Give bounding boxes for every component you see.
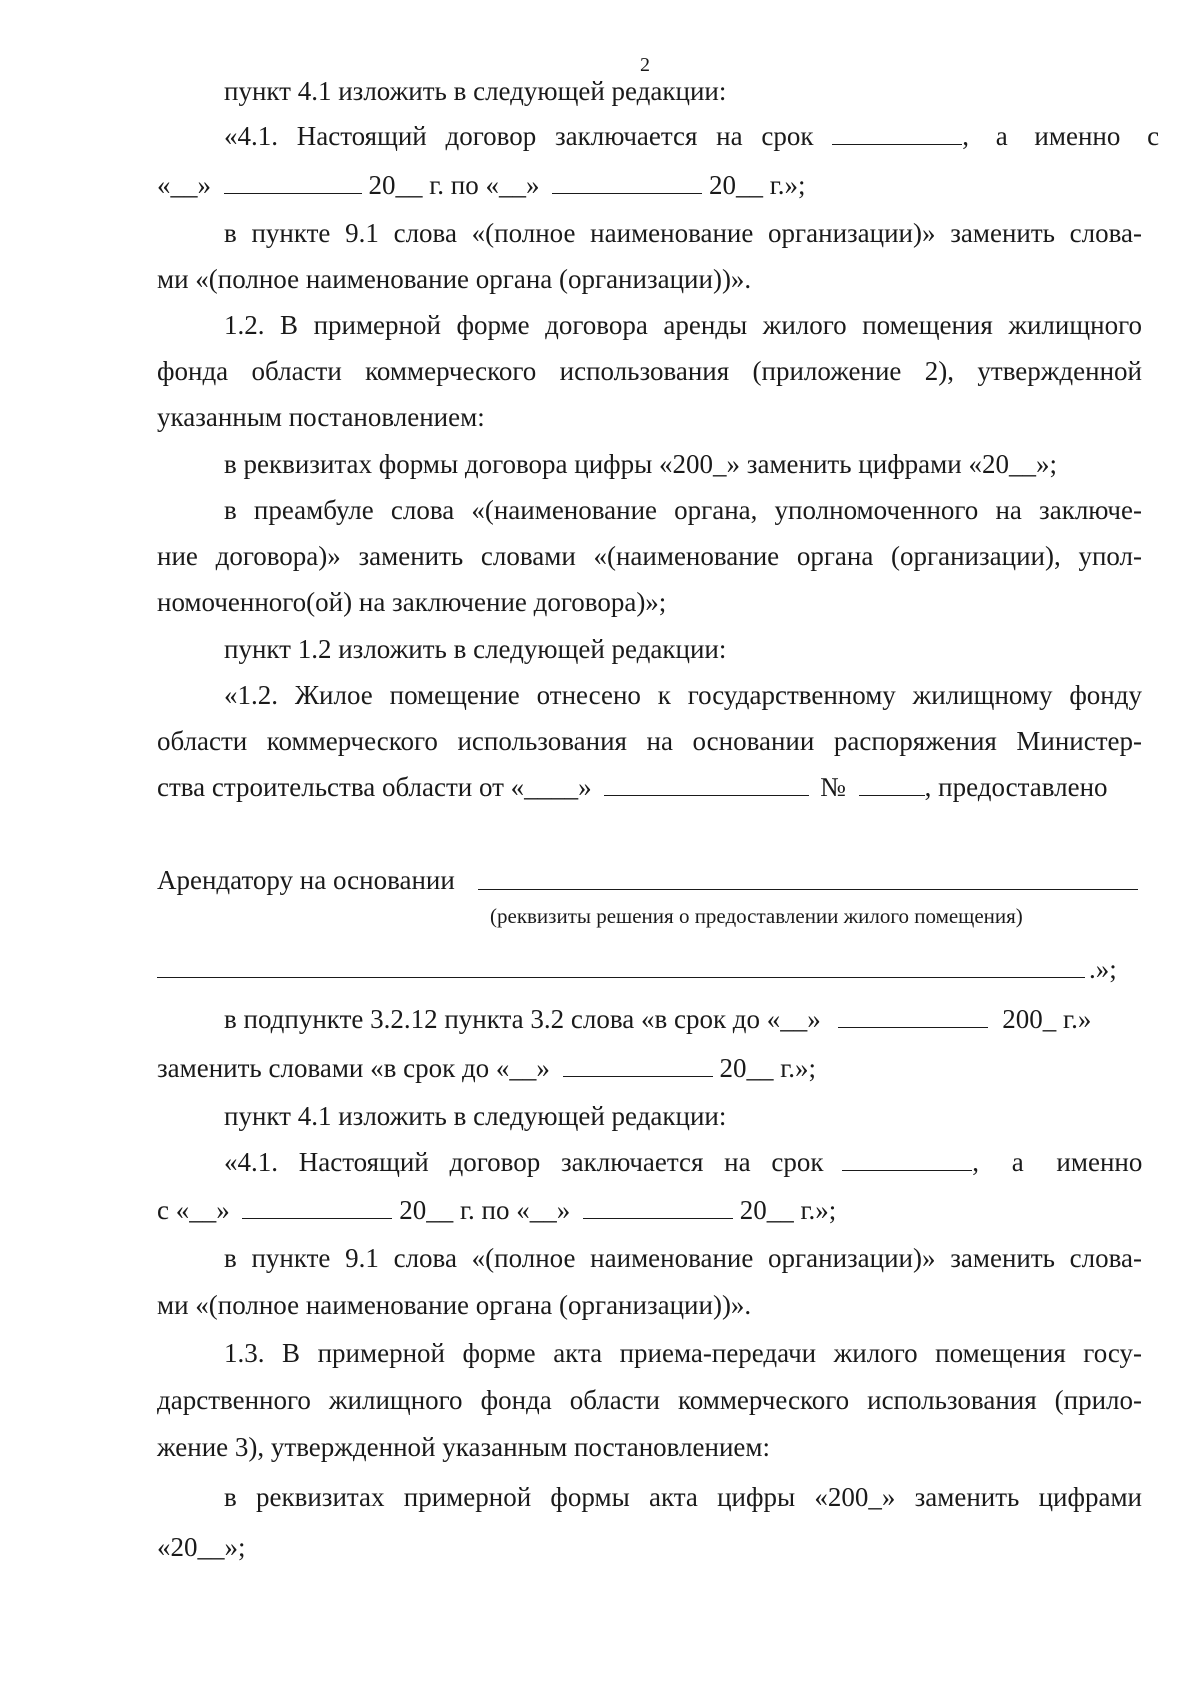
paragraph-line: указанным постановлением: — [157, 402, 485, 432]
text-segment: пункт 4.1 изложить в следующей редакции: — [224, 76, 727, 106]
paragraph-line: дарственного жилищного фонда области коммерческого использования (прило- — [157, 1385, 1142, 1415]
blank-field — [563, 1054, 713, 1077]
paragraph-line: пункт 4.1 изложить в следующей редакции: — [224, 1101, 727, 1131]
paragraph-line: 1.3. В примерной форме акта приема-передачи жилого помещения госу- — [224, 1338, 1142, 1368]
text-segment: в подпункте 3.2.12 пункта 3.2 слова «в срок до «__» — [224, 1004, 821, 1034]
paragraph-line — [224, 74, 1142, 108]
blank-field — [242, 1196, 392, 1219]
blank-field — [478, 889, 1138, 890]
paragraph-line — [224, 1145, 1142, 1179]
paragraph-line — [224, 1002, 1142, 1036]
paragraph-line: в реквизитах примерной формы акта цифры «200_» заменить цифрами — [224, 1482, 1142, 1512]
paragraph-line — [157, 1193, 1142, 1227]
text-segment: «__» — [157, 170, 211, 200]
text-segment: , предоставлено — [924, 772, 1108, 802]
paragraph-line: в реквизитах формы договора цифры «200_» заменить цифрами «20__»; — [224, 449, 1057, 479]
blank-field — [583, 1196, 733, 1219]
blank-field — [157, 977, 1085, 978]
paragraph-line — [157, 168, 1142, 202]
blank-field — [842, 1148, 972, 1171]
text-segment: 200_ г.» — [1002, 1004, 1092, 1034]
text-segment: «4.1. Настоящий договор заключается на срок — [224, 121, 814, 151]
paragraph-line: 1.2. В примерной форме договора аренды жилого помещения жилищного — [224, 310, 1142, 340]
paragraph-line: фонда области коммерческого использования (приложение 2), утвержденной — [157, 356, 1142, 386]
text-segment: с «__» — [157, 1195, 230, 1225]
text-segment: , а именно с — [962, 121, 1160, 151]
text-segment: 20__ г.»; — [739, 1195, 837, 1225]
paragraph-line: в пункте 9.1 слова «(полное наименование организации)» заменить слова- — [224, 1243, 1142, 1273]
blank-field — [552, 171, 702, 194]
text-segment: Арендатору на основании — [157, 865, 455, 895]
blank-field — [859, 773, 925, 796]
paragraph-line: области коммерческого использования на основании распоряжения Министер- — [157, 726, 1142, 756]
paragraph-line: в пункте 9.1 слова «(полное наименование организации)» заменить слова- — [224, 218, 1142, 248]
text-segment: 20__ г. по «__» — [368, 170, 540, 200]
paragraph-line: пункт 1.2 изложить в следующей редакции: — [224, 634, 727, 664]
text-segment: 20__ г.»; — [708, 170, 806, 200]
blank-field — [838, 1005, 988, 1028]
paragraph-line: «1.2. Жилое помещение отнесено к государственному жилищному фонду — [224, 680, 1142, 710]
text-segment: № — [820, 772, 846, 802]
text-segment: заменить словами «в срок до «__» — [157, 1053, 550, 1083]
field-caption: (реквизиты решения о предоставлении жилого помещения) — [490, 904, 1023, 928]
page-number: 2 — [640, 54, 650, 76]
paragraph-line: ми «(полное наименование органа (организации))». — [157, 264, 752, 294]
paragraph-line — [224, 119, 1160, 153]
text-segment: .»; — [1089, 954, 1117, 984]
paragraph-line: жение 3), утвержденной указанным постановлением: — [157, 1432, 770, 1462]
text-segment: ства строительства области от «____» — [157, 772, 592, 802]
paragraph-line: номоченного(ой) на заключение договора)»; — [157, 587, 667, 617]
paragraph-line — [157, 863, 1142, 897]
text-segment: «4.1. Настоящий договор заключается на срок — [224, 1147, 824, 1177]
paragraph-line: в преамбуле слова «(наименование органа, уполномоченного на заключе- — [224, 495, 1142, 525]
paragraph-line: ние договора)» заменить словами «(наименование органа (организации), упол- — [157, 541, 1142, 571]
paragraph-line — [157, 1051, 1142, 1085]
paragraph-line: ми «(полное наименование органа (организации))». — [157, 1290, 752, 1320]
paragraph-line — [157, 770, 1142, 804]
blank-field — [224, 171, 362, 194]
blank-field — [604, 773, 809, 796]
blank-field — [832, 122, 962, 145]
text-segment: 20__ г.»; — [719, 1053, 816, 1083]
text-segment: , а именно — [972, 1147, 1143, 1177]
paragraph-line: «20__»; — [157, 1532, 246, 1562]
text-segment: 20__ г. по «__» — [399, 1195, 571, 1225]
